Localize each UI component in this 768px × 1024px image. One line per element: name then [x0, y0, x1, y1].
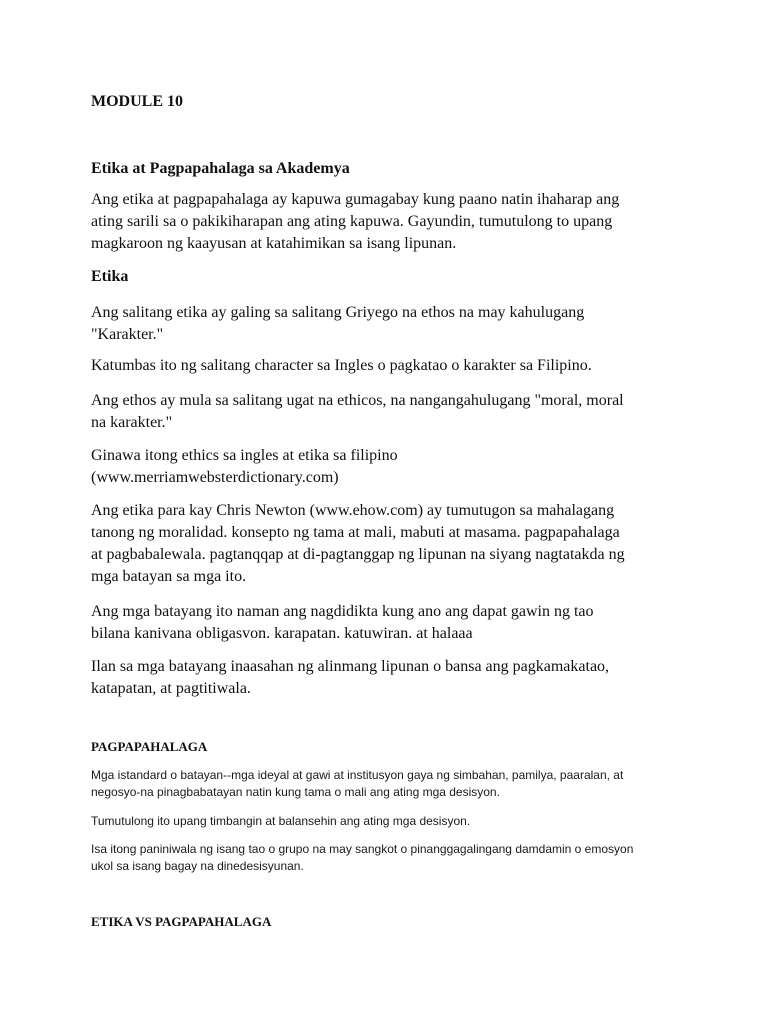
text-line: Isa itong paniniwala ng isang tao o grupo na may sangkot o pinanggagalingang damdamin o emosyon	[91, 842, 634, 856]
paragraph-istandard	[91, 767, 691, 801]
paragraph-paniniwala	[91, 841, 691, 875]
text-line: Ang etika at pagpapahalaga ay kapuwa gumagabay kung paano natin ihaharap ang	[91, 191, 620, 208]
text-line: tanong ng moralidad. konsepto ng tama at mali, mabuti at masama. pagpapahalaga	[91, 524, 620, 541]
text-line: katapatan, at pagtitiwala.	[91, 680, 251, 697]
text-line: Mga istandard o batayan--mga ideyal at gawi at institusyon gaya ng simbahan, pamilya, paaralan, at	[91, 768, 624, 782]
intro-paragraph	[91, 189, 691, 255]
text-line: Ang mga batayang ito naman ang nagdidikta kung ano ang dapat gawin ng tao	[91, 603, 594, 620]
paragraph-character	[91, 355, 691, 377]
text-line: ukol sa isang bagay na dinedesisyunan.	[91, 859, 304, 873]
text-line: Ang salitang etika ay galing sa salitang Griyego na ethos na may kahulugang	[91, 304, 585, 321]
text-line: magkaroon ng kaayusan at katahimikan sa isang lipunan.	[91, 235, 457, 252]
paragraph-ethos	[91, 390, 691, 434]
etika-heading: Etika	[91, 268, 129, 285]
pagpapahalaga-heading: PAGPAPAHALAGA	[91, 739, 208, 754]
text-line: bilana kanivana obligasvon. karapatan. katuwiran. at halaaa	[91, 625, 473, 642]
text-line: Ilan sa mga batayang inaasahan ng alinmang lipunan o bansa ang pagkamakatao,	[91, 658, 610, 675]
text-line: na karakter."	[91, 414, 173, 431]
text-line: mga batayan sa mga ito.	[91, 568, 247, 585]
text-line: Tumutulong ito upang timbangin at balansehin ang ating mga desisyon.	[91, 814, 471, 828]
paragraph-newton	[91, 500, 691, 588]
text-line: Ginawa itong ethics sa ingles at etika sa filipino	[91, 447, 398, 464]
module-title: MODULE 10	[91, 93, 183, 110]
paragraph-batayan	[91, 601, 691, 645]
text-line: Ang ethos ay mula sa salitang ugat na ethicos, na nangangahulugang "moral, moral	[91, 392, 624, 409]
text-line: Katumbas ito ng salitang character sa Ingles o pagkatao o karakter sa Filipino.	[91, 357, 592, 374]
text-line: ating sarili sa o pakikiharapan ang ating kapuwa. Gayundin, tumutulong to upang	[91, 213, 613, 230]
paragraph-ethics-source	[91, 445, 691, 489]
paragraph-pagkamakatao	[91, 656, 691, 700]
text-line: Ang etika para kay Chris Newton (www.ehow.com) ay tumutugon sa mahalagang	[91, 502, 615, 519]
text-line: (www.merriamwebsterdictionary.com)	[91, 469, 339, 486]
section-title: Etika at Pagpapahalaga sa Akademya	[91, 160, 350, 177]
paragraph-etika-origin	[91, 302, 691, 346]
text-line: negosyo-na pinagbabatayan natin kung tama o mali ang ating mga desisyon.	[91, 785, 500, 799]
etika-vs-pagpapahalaga-heading: ETIKA VS PAGPAPAHALAGA	[91, 914, 272, 929]
text-line: "Karakter."	[91, 326, 164, 343]
text-line: at pagbabalewala. pagtanqqap at di-pagtanggap ng lipunan na siyang nagtatakda ng	[91, 546, 625, 563]
paragraph-tumutulong	[91, 813, 691, 830]
